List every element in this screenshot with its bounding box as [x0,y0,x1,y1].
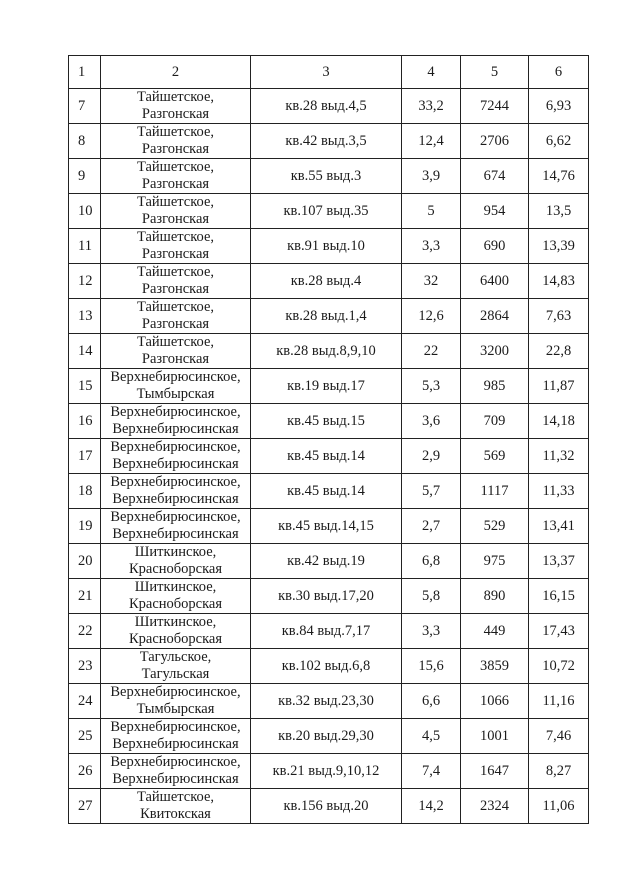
column-4-cell: 12,4 [402,124,461,159]
column-header-6: 6 [529,56,589,89]
district-name: Разгонская [141,281,210,297]
forestry-name: Верхнебирюсинское, [110,404,241,420]
column-5-cell: 3200 [461,334,529,369]
forestry-name: Тайшетское, [136,299,215,315]
location-cell: кв.91 выд.10 [251,229,402,264]
district-name: Разгонская [141,141,210,157]
table-row [69,299,589,334]
column-5-cell: 2324 [461,789,529,824]
table-row [69,754,589,789]
column-4-cell: 33,2 [402,89,461,124]
column-5-cell: 6400 [461,264,529,299]
column-4-cell: 3,6 [402,404,461,439]
forestry-district-cell [101,649,251,684]
column-4-cell: 5,7 [402,474,461,509]
column-4-cell: 3,3 [402,229,461,264]
forestry-district-cell [101,124,251,159]
location-cell: кв.20 выд.29,30 [251,719,402,754]
row-number-cell: 22 [69,614,101,649]
column-5-cell: 690 [461,229,529,264]
table-row [69,194,589,229]
column-5-cell: 2706 [461,124,529,159]
column-5-cell: 7244 [461,89,529,124]
column-6-cell: 13,41 [529,509,589,544]
column-5-cell: 674 [461,159,529,194]
column-6-cell: 14,18 [529,404,589,439]
forestry-name: Тайшетское, [136,264,215,280]
column-6-cell: 13,37 [529,544,589,579]
location-cell: кв.45 выд.15 [251,404,402,439]
location-cell: кв.42 выд.3,5 [251,124,402,159]
forestry-name: Тайшетское, [136,159,215,175]
location-cell: кв.107 выд.35 [251,194,402,229]
forestry-name: Верхнебирюсинское, [110,719,241,735]
district-name: Разгонская [141,316,210,332]
forestry-name: Тайшетское, [136,124,215,140]
district-name: Верхнебирюсинская [112,526,239,542]
forestry-district-cell [101,614,251,649]
row-number-cell: 15 [69,369,101,404]
forestry-district-cell [101,544,251,579]
column-header-1: 1 [69,56,101,89]
column-4-cell: 6,8 [402,544,461,579]
forestry-name: Тайшетское, [136,89,215,105]
row-number-cell: 17 [69,439,101,474]
table-row [69,474,589,509]
forestry-name: Верхнебирюсинское, [110,439,241,455]
column-header-4: 4 [402,56,461,89]
row-number-cell: 10 [69,194,101,229]
column-4-cell: 6,6 [402,684,461,719]
column-6-cell: 13,5 [529,194,589,229]
table-row [69,89,589,124]
column-4-cell: 5 [402,194,461,229]
column-6-cell: 14,83 [529,264,589,299]
column-4-cell: 15,6 [402,649,461,684]
column-6-cell: 16,15 [529,579,589,614]
column-4-cell: 32 [402,264,461,299]
table-row [69,579,589,614]
forestry-district-cell [101,719,251,754]
column-4-cell: 4,5 [402,719,461,754]
forestry-district-cell [101,404,251,439]
column-5-cell: 2864 [461,299,529,334]
forestry-name: Верхнебирюсинское, [110,509,241,525]
row-number-cell: 7 [69,89,101,124]
row-number-cell: 18 [69,474,101,509]
column-5-cell: 1066 [461,684,529,719]
location-cell: кв.102 выд.6,8 [251,649,402,684]
column-6-cell: 13,39 [529,229,589,264]
table-header-row [69,56,589,89]
table-row [69,404,589,439]
forestry-district-cell [101,159,251,194]
district-name: Разгонская [141,351,210,367]
column-4-cell: 12,6 [402,299,461,334]
district-name: Красноборская [128,596,223,612]
forestry-district-cell [101,789,251,824]
row-number-cell: 9 [69,159,101,194]
district-name: Тымбырская [136,701,215,717]
district-name: Разгонская [141,176,210,192]
forestry-district-cell [101,194,251,229]
column-4-cell: 2,9 [402,439,461,474]
table-row [69,369,589,404]
location-cell: кв.28 выд.4 [251,264,402,299]
district-name: Разгонская [141,106,210,122]
forestry-district-cell [101,509,251,544]
column-6-cell: 7,46 [529,719,589,754]
column-5-cell: 1647 [461,754,529,789]
column-5-cell: 709 [461,404,529,439]
column-4-cell: 2,7 [402,509,461,544]
column-5-cell: 529 [461,509,529,544]
column-5-cell: 985 [461,369,529,404]
location-cell: кв.45 выд.14,15 [251,509,402,544]
table-row [69,789,589,824]
column-6-cell: 22,8 [529,334,589,369]
column-6-cell: 11,87 [529,369,589,404]
table-body [69,56,589,824]
forestry-district-cell [101,474,251,509]
forestry-name: Тайшетское, [136,194,215,210]
row-number-cell: 26 [69,754,101,789]
district-name: Разгонская [141,211,210,227]
column-6-cell: 14,76 [529,159,589,194]
table-row [69,649,589,684]
location-cell: кв.28 выд.4,5 [251,89,402,124]
district-name: Верхнебирюсинская [112,491,239,507]
column-4-cell: 14,2 [402,789,461,824]
forestry-name: Верхнебирюсинское, [110,754,241,770]
forestry-district-cell [101,334,251,369]
table-row [69,684,589,719]
table-row [69,334,589,369]
location-cell: кв.42 выд.19 [251,544,402,579]
location-cell: кв.30 выд.17,20 [251,579,402,614]
column-5-cell: 3859 [461,649,529,684]
row-number-cell: 27 [69,789,101,824]
forestry-district-cell [101,89,251,124]
row-number-cell: 21 [69,579,101,614]
column-6-cell: 6,62 [529,124,589,159]
table-row [69,159,589,194]
district-name: Квитокская [140,806,211,822]
table-row [69,719,589,754]
column-6-cell: 8,27 [529,754,589,789]
row-number-cell: 11 [69,229,101,264]
column-header-2: 2 [101,56,251,89]
column-header-3: 3 [251,56,402,89]
location-cell: кв.28 выд.1,4 [251,299,402,334]
forestry-district-cell [101,684,251,719]
forestry-name: Верхнебирюсинское, [110,474,241,490]
column-5-cell: 975 [461,544,529,579]
table-row [69,264,589,299]
forestry-district-cell [101,229,251,264]
location-cell: кв.32 выд.23,30 [251,684,402,719]
row-number-cell: 13 [69,299,101,334]
district-name: Тымбырская [136,386,215,402]
column-4-cell: 3,3 [402,614,461,649]
column-4-cell: 5,8 [402,579,461,614]
table-row [69,229,589,264]
forestry-name: Тайшетское, [136,334,215,350]
district-name: Верхнебирюсинская [112,456,239,472]
forestry-name: Шиткинское, [134,544,217,560]
column-4-cell: 22 [402,334,461,369]
column-4-cell: 7,4 [402,754,461,789]
district-name: Красноборская [128,631,223,647]
forestry-name: Шиткинское, [134,579,217,595]
column-6-cell: 11,33 [529,474,589,509]
row-number-cell: 16 [69,404,101,439]
row-number-cell: 12 [69,264,101,299]
forestry-name: Верхнебирюсинское, [110,369,241,385]
row-number-cell: 8 [69,124,101,159]
location-cell: кв.19 выд.17 [251,369,402,404]
row-number-cell: 23 [69,649,101,684]
district-name: Тагульская [141,666,210,682]
column-4-cell: 3,9 [402,159,461,194]
row-number-cell: 25 [69,719,101,754]
forestry-name: Верхнебирюсинское, [110,684,241,700]
district-name: Красноборская [128,561,223,577]
location-cell: кв.45 выд.14 [251,439,402,474]
forestry-district-cell [101,264,251,299]
row-number-cell: 19 [69,509,101,544]
forestry-name: Тайшетское, [136,229,215,245]
row-number-cell: 24 [69,684,101,719]
table-row [69,439,589,474]
district-name: Верхнебирюсинская [112,771,239,787]
table-row [69,124,589,159]
column-5-cell: 890 [461,579,529,614]
table-row [69,509,589,544]
table-row [69,614,589,649]
column-5-cell: 1117 [461,474,529,509]
forestry-name: Тагульское, [139,649,212,665]
column-5-cell: 954 [461,194,529,229]
column-5-cell: 449 [461,614,529,649]
column-header-5: 5 [461,56,529,89]
location-cell: кв.21 выд.9,10,12 [251,754,402,789]
column-5-cell: 1001 [461,719,529,754]
row-number-cell: 20 [69,544,101,579]
location-cell: кв.55 выд.3 [251,159,402,194]
district-name: Разгонская [141,246,210,262]
column-5-cell: 569 [461,439,529,474]
column-6-cell: 7,63 [529,299,589,334]
location-cell: кв.156 выд.20 [251,789,402,824]
district-name: Верхнебирюсинская [112,736,239,752]
location-cell: кв.45 выд.14 [251,474,402,509]
forestry-district-cell [101,299,251,334]
column-6-cell: 11,06 [529,789,589,824]
forestry-district-cell [101,369,251,404]
forestry-district-cell [101,439,251,474]
column-4-cell: 5,3 [402,369,461,404]
column-6-cell: 10,72 [529,649,589,684]
forestry-district-cell [101,754,251,789]
column-6-cell: 11,16 [529,684,589,719]
data-table [68,55,589,824]
forestry-name: Шиткинское, [134,614,217,630]
column-6-cell: 17,43 [529,614,589,649]
location-cell: кв.84 выд.7,17 [251,614,402,649]
forestry-name: Тайшетское, [136,789,215,805]
row-number-cell: 14 [69,334,101,369]
forestry-district-cell [101,579,251,614]
column-6-cell: 6,93 [529,89,589,124]
district-name: Верхнебирюсинская [112,421,239,437]
location-cell: кв.28 выд.8,9,10 [251,334,402,369]
column-6-cell: 11,32 [529,439,589,474]
table-row [69,544,589,579]
